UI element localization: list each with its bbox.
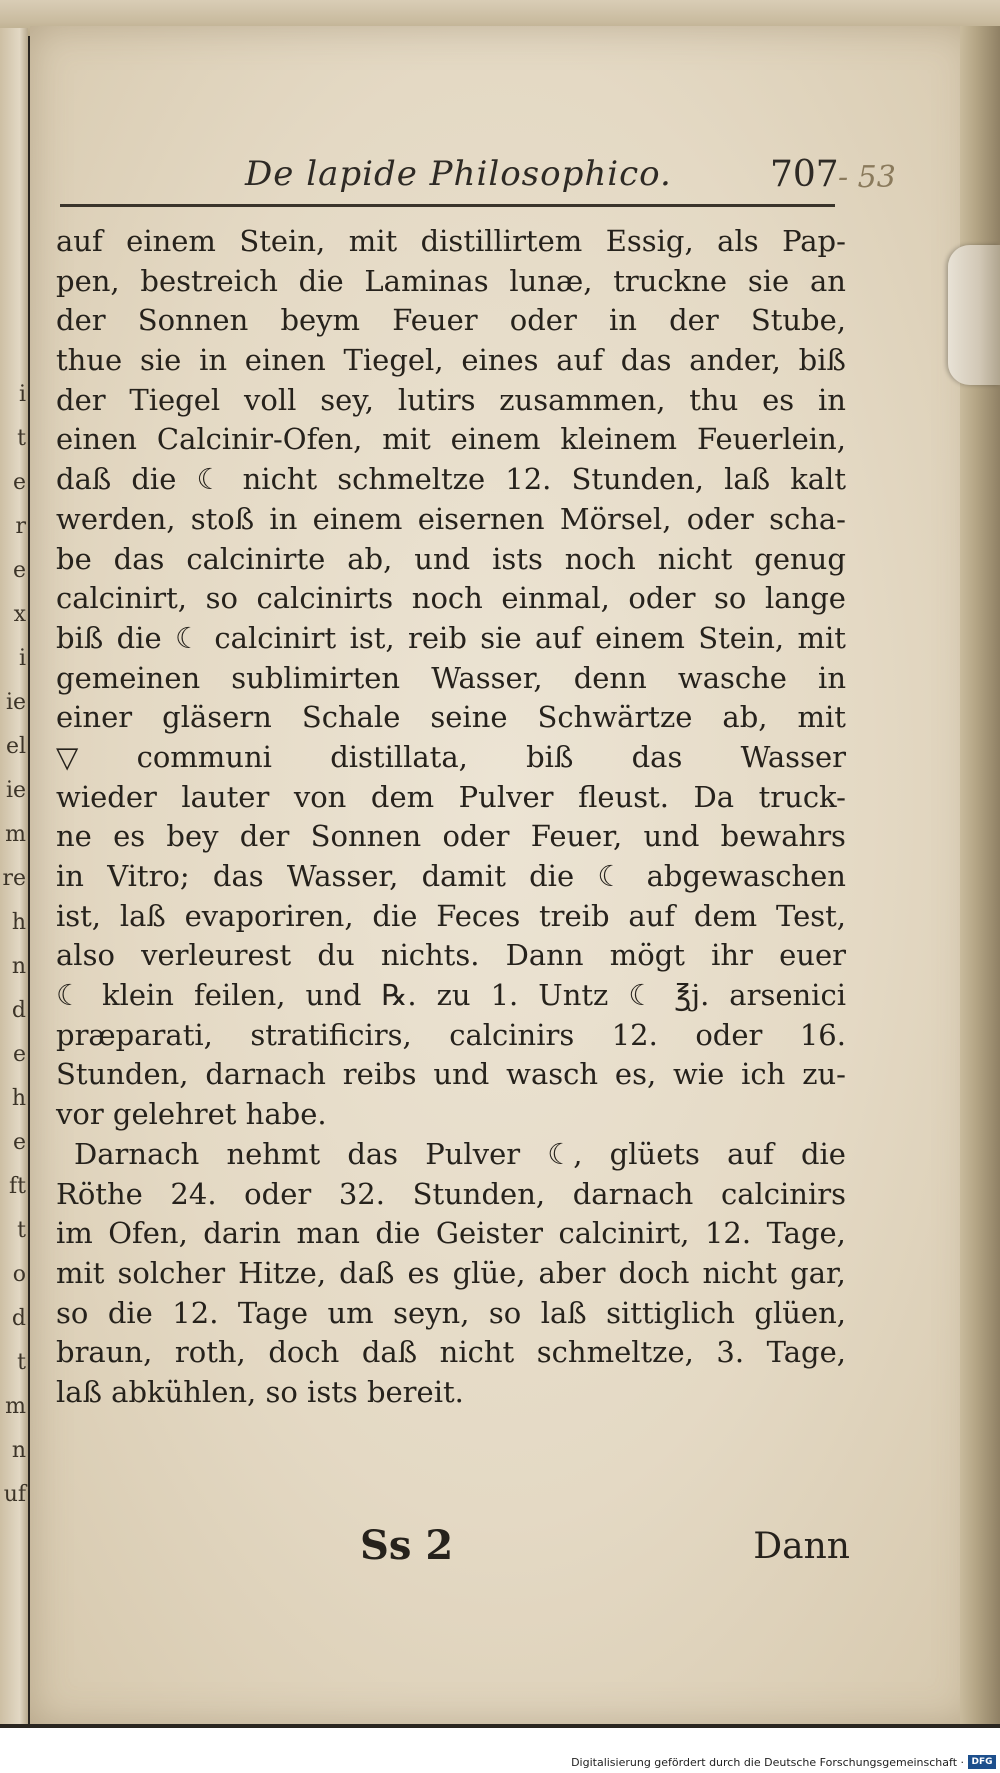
facing-page-fragment: d	[11, 998, 26, 1023]
facing-page-fragment: m	[5, 1394, 26, 1419]
text-line: auf einem Stein, mit distillirtem Essig, als Pap-	[56, 224, 846, 258]
running-title: De lapide Philosophico.	[245, 154, 672, 194]
facing-page-fragment: i	[18, 382, 26, 407]
facing-page-fragment: e	[12, 1042, 26, 1067]
page-footer	[60, 1522, 850, 1582]
facing-page-fragment: ft	[9, 1174, 26, 1199]
text-line: in Vitro; das Wasser, damit die ☾ abgewaschen	[56, 859, 846, 893]
text-line: Stunden, darnach reibs und wasch es, wie ich zu-	[56, 1057, 846, 1092]
text-line: Röthe 24. oder 32. Stunden, darnach calcinirs	[56, 1176, 846, 1211]
text-line: also verleurest du nichts. Dann mögt ihr euer	[56, 938, 846, 973]
text-line: biß die ☾ calcinirt ist, reib sie auf einem Stein, mit	[56, 620, 846, 655]
text-line: calcinirt, so calcinirts noch einmal, oder so lange	[56, 581, 846, 616]
facing-page-fragment: x	[13, 602, 26, 627]
facing-page-fragment: ie	[5, 690, 26, 715]
text-line: ne es bey der Sonnen oder Feuer, und bewahrs	[56, 819, 846, 854]
facing-page-fragment: el	[5, 734, 26, 759]
facing-page-fragment: r	[15, 514, 26, 539]
text-line: thue sie in einen Tiegel, eines auf das ander, biß	[56, 343, 846, 378]
text-line: pen, bestreich die Laminas lunæ, truckne sie an	[56, 263, 846, 298]
facing-page-fragment: t	[17, 426, 26, 451]
facing-page-fragment: uf	[3, 1482, 26, 1507]
body-text	[56, 222, 846, 1413]
text-line: ☾ klein feilen, und ℞. zu 1. Untz ☾ ℥j. arsenici	[56, 978, 846, 1013]
text-line: so die 12. Tage um seyn, so laß sittiglich glüen,	[56, 1295, 846, 1330]
signature-mark: Ss 2	[360, 1522, 454, 1569]
text-line: werden, stoß in einem eisernen Mörsel, oder scha-	[56, 501, 846, 536]
text-line: wieder lauter von dem Pulver fleust. Da truck-	[56, 779, 846, 814]
text-line: Darnach nehmt das Pulver ☾, glüets auf die	[74, 1136, 846, 1171]
dfg-logo[interactable]: DFG	[968, 1755, 996, 1769]
facing-page-fragment: d	[11, 1306, 26, 1331]
text-line: einer gläsern Schale seine Schwärtze ab, mit	[56, 700, 846, 735]
digitization-note: Digitalisierung gefördert durch die Deutsche Forschungsgemeinschaft ·	[571, 1756, 964, 1769]
text-line: braun, roth, doch daß nicht schmeltze, 3. Tage,	[56, 1335, 846, 1370]
facing-page-fragment: t	[17, 1350, 26, 1375]
text-line: laß abkühlen, so ists bereit.	[56, 1374, 464, 1409]
text-line: der Tiegel voll sey, lutirs zusammen, thu es in	[56, 382, 846, 417]
facing-page-fragment: o	[12, 1262, 26, 1287]
facing-page-fragment: m	[5, 822, 26, 847]
text-line: der Sonnen beym Feuer oder in der Stube,	[56, 303, 846, 338]
facing-page-fragment: re	[2, 866, 26, 891]
text-line: præparati, stratificirs, calcinirs 12. oder 16.	[56, 1017, 846, 1052]
text-line: gemeinen sublimirten Wasser, denn wasche in	[56, 660, 846, 695]
facing-page-fragment: n	[11, 1438, 26, 1463]
text-line: mit solcher Hitze, daß es glüe, aber doch nicht gar,	[56, 1255, 846, 1290]
header-rule	[60, 204, 835, 207]
facing-page-fragment: e	[12, 1130, 26, 1155]
text-line: be das calcinirte ab, und ists noch nicht genug	[56, 541, 846, 576]
pencil-mark: - 53	[838, 160, 896, 195]
text-line: ▽ communi distillata, biß das Wasser	[56, 739, 846, 774]
page-number: 707	[770, 154, 839, 195]
facing-page-fragment: i	[18, 646, 26, 671]
text-line: daß die ☾ nicht schmeltze 12. Stunden, laß kalt	[56, 462, 846, 497]
facing-page-fragment: h	[11, 1086, 26, 1111]
text-line: im Ofen, darin man die Geister calcinirt, 12. Tage,	[56, 1216, 846, 1251]
facing-page-fragment: e	[12, 558, 26, 583]
facing-page-fragments	[0, 380, 26, 1510]
text-line: ist, laß evaporiren, die Feces treib auf dem Test,	[56, 898, 846, 933]
page-clip	[948, 245, 1000, 385]
facing-page-fragment: h	[11, 910, 26, 935]
facing-page-fragment: ie	[5, 778, 26, 803]
facing-page-fragment: e	[12, 470, 26, 495]
facing-page-fragment: t	[17, 1218, 26, 1243]
text-line: einen Calcinir-Ofen, mit einem kleinem Feuerlein,	[56, 422, 846, 457]
page-header	[60, 150, 905, 210]
text-line: vor gelehret habe.	[56, 1097, 327, 1132]
catchword: Dann	[753, 1526, 850, 1567]
facing-page-fragment: n	[11, 954, 26, 979]
